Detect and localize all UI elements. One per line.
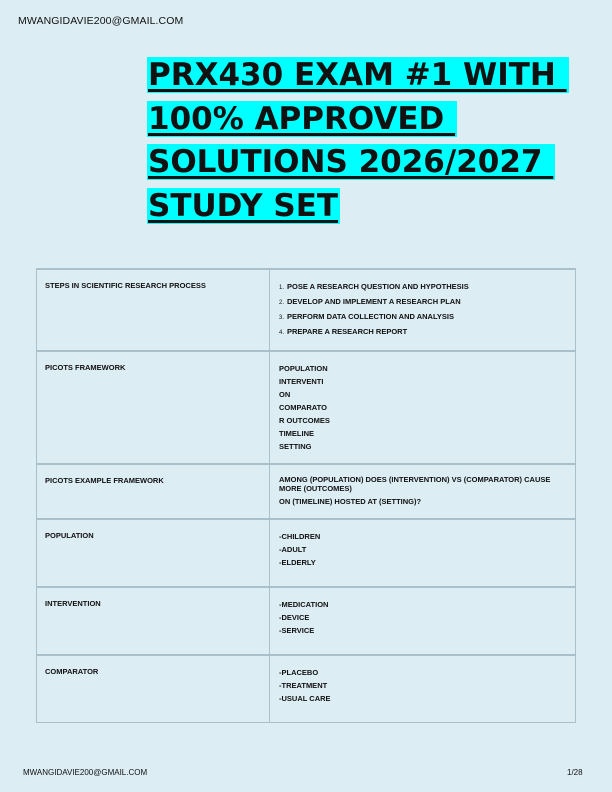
list-item: 4. PREPARE A RESEARCH REPORT	[279, 327, 408, 336]
table-row	[37, 655, 576, 723]
title-line: STUDY SET	[148, 187, 339, 224]
footer-email: MWANGIDAVIE200@GMAIL.COM	[23, 768, 148, 777]
definition-cell: -PLACEBO -TREATMENT -USUAL CARE	[270, 655, 576, 723]
table-row	[37, 519, 576, 587]
list-item: 2. DEVELOP AND IMPLEMENT A RESEARCH PLAN	[279, 297, 461, 306]
term-cell: PICOTS EXAMPLE FRAMEWORK	[37, 464, 270, 519]
term-cell: COMPARATOR	[37, 655, 270, 723]
term-cell: POPULATION	[37, 519, 270, 587]
table-row	[37, 587, 576, 655]
term-cell: STEPS IN SCIENTIFIC RESEARCH PROCESS	[37, 269, 270, 351]
title-line: PRX430 EXAM #1 WITH	[148, 57, 567, 93]
page-number: 1/28	[567, 768, 583, 777]
definition-cell: POPULATION INTERVENTI ON COMPARATO R OUTCOMES TIMELINE SETTING	[270, 351, 576, 464]
title-line: SOLUTIONS 2026/2027	[148, 144, 554, 180]
flashcard-table	[36, 268, 576, 723]
definition-cell: -CHILDREN -ADULT -ELDERLY	[270, 519, 576, 587]
term-cell: PICOTS FRAMEWORK	[37, 351, 270, 464]
title-line: 100% APPROVED	[148, 100, 456, 137]
list-item: 3. PERFORM DATA COLLECTION AND ANALYSIS	[279, 312, 454, 321]
header-email: MWANGIDAVIE200@GMAIL.COM	[18, 15, 184, 27]
table-row	[37, 269, 576, 351]
document-title	[147, 54, 567, 228]
definition-cell: AMONG (POPULATION) DOES (INTERVENTION) VS (COMPARATOR) CAUSE MORE (OUTCOMES) ON (TIMELINE) HOSTED AT (SETTING)?	[270, 464, 576, 519]
term-cell: INTERVENTION	[37, 587, 270, 655]
definition-cell	[270, 269, 576, 351]
table-row	[37, 351, 576, 464]
definition-cell: -MEDICATION -DEVICE -SERVICE	[270, 587, 576, 655]
list-item: 1. POSE A RESEARCH QUESTION AND HYPOTHESIS	[279, 282, 469, 291]
table-row	[37, 464, 576, 519]
